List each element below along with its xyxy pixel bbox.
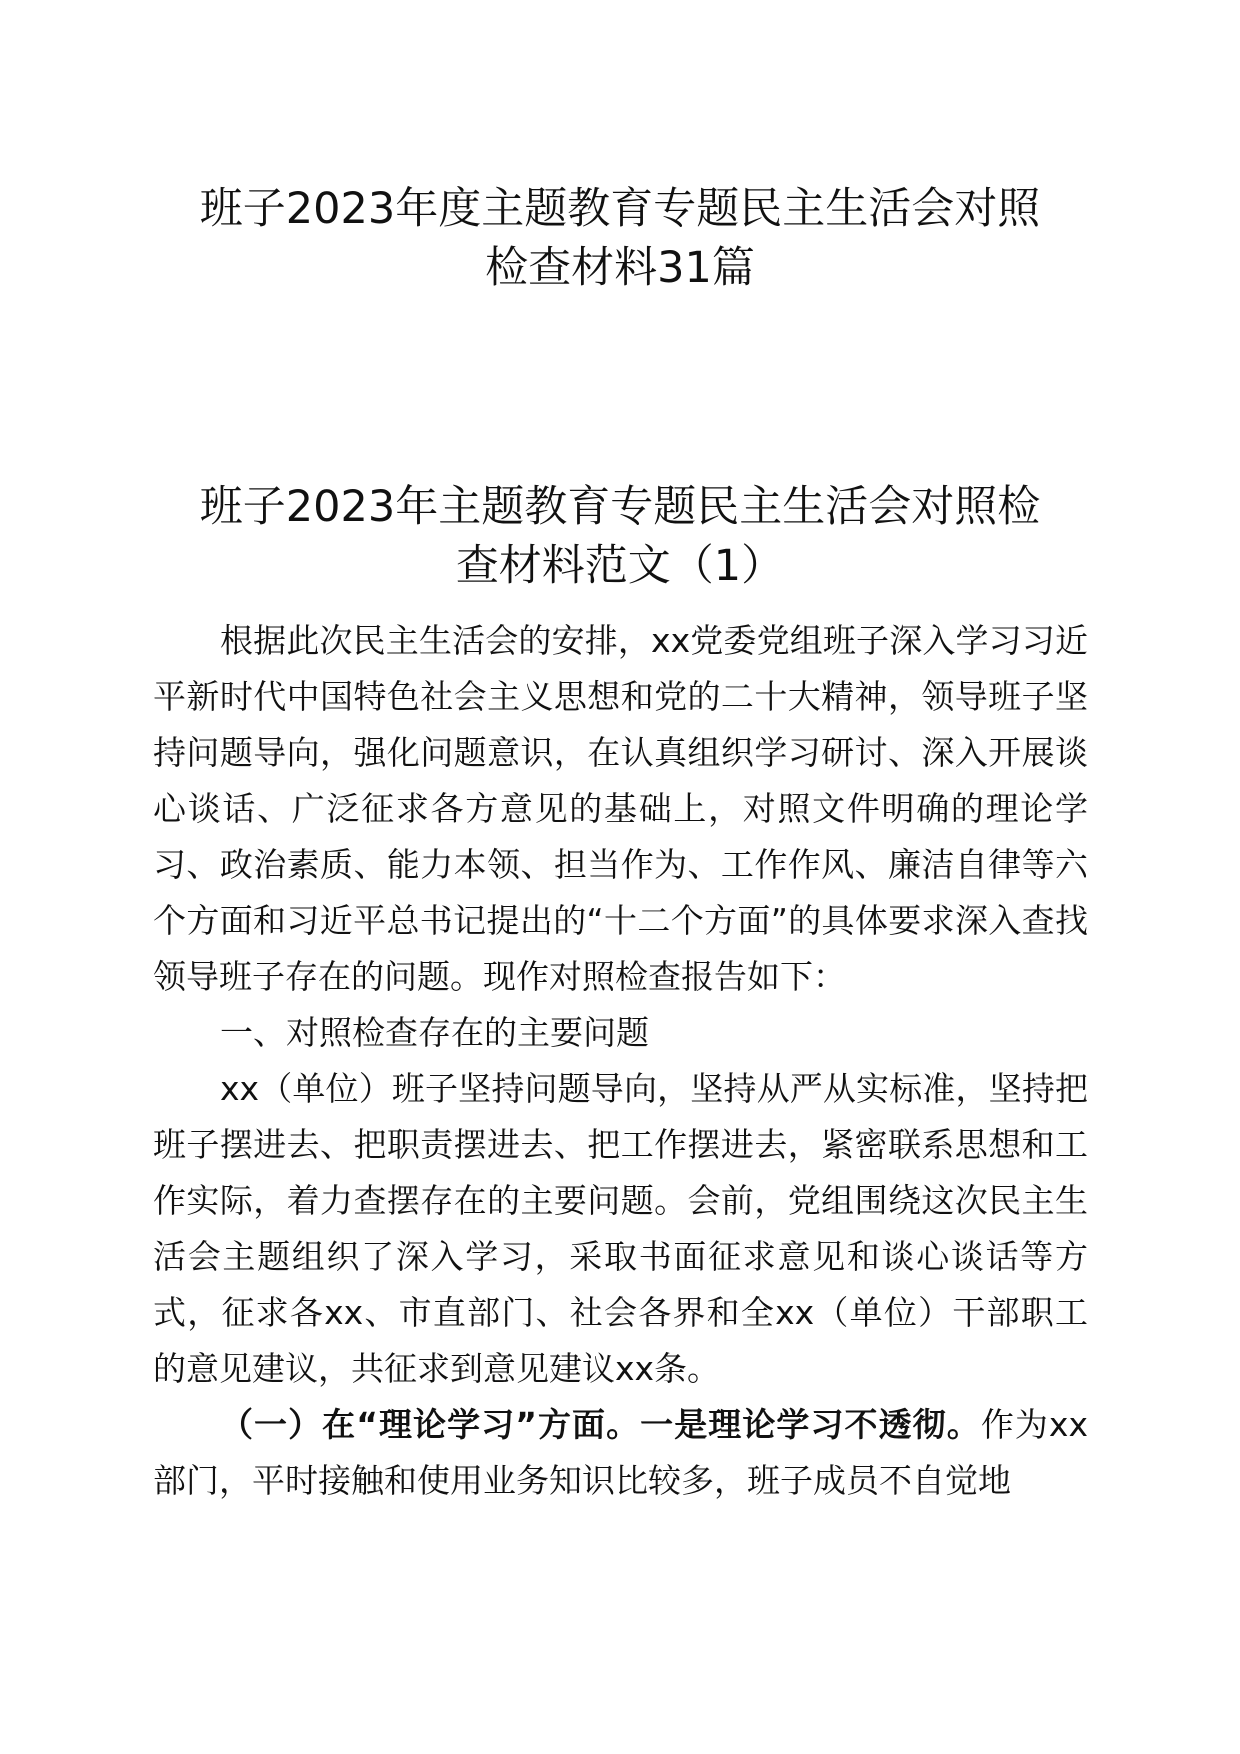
document-body bbox=[153, 613, 1088, 1509]
document-title bbox=[150, 180, 1090, 298]
document-title-line-2: 检查材料31篇 bbox=[485, 243, 755, 293]
article-title bbox=[150, 478, 1090, 596]
intro-paragraph: 根据此次民主生活会的安排，xx党委党组班子深入学习习近平新时代中国特色社会主义思想和党的二十大精神，领导班子坚持问题导向，强化问题意识，在认真组织学习研讨、深入开展谈心谈话、广泛征求各方意见的基础上，对照文件明确的理论学习、政治素质、能力本领、担当作为、工作作风、廉洁自律等六个方面和习近平总书记提出的“十二个方面”的具体要求深入查找领导班子存在的问题。现作对照检查报告如下： bbox=[153, 621, 1088, 996]
section-paragraph: xx（单位）班子坚持问题导向，坚持从严从实标准，坚持把班子摆进去、把职责摆进去、把工作摆进去，紧密联系思想和工作实际，着力查摆存在的主要问题。会前，党组围绕这次民主生活会主题组织了深入学习，采取书面征求意见和谈心谈话等方式，征求各xx、市直部门、社会各界和全xx（单位）干部职工的意见建议，共征求到意见建议xx条。 bbox=[153, 1069, 1088, 1388]
subsection-paragraph bbox=[153, 1397, 1088, 1509]
article-title-line-2: 查材料范文（1） bbox=[455, 541, 785, 591]
subsection-heading: （一）在“理论学习”方面。一是理论学习不透彻。 bbox=[220, 1405, 981, 1444]
section-heading: 一、对照检查存在的主要问题 bbox=[220, 1013, 649, 1052]
document-title-line-1: 班子2023年度主题教育专题民主生活会对照 bbox=[199, 184, 1041, 234]
article-title-line-1: 班子2023年主题教育专题民主生活会对照检 bbox=[199, 482, 1041, 532]
subsection-text: 作为xx部门，平时接触和使用业务知识比较多，班子成员不自觉地 bbox=[153, 1405, 1088, 1500]
